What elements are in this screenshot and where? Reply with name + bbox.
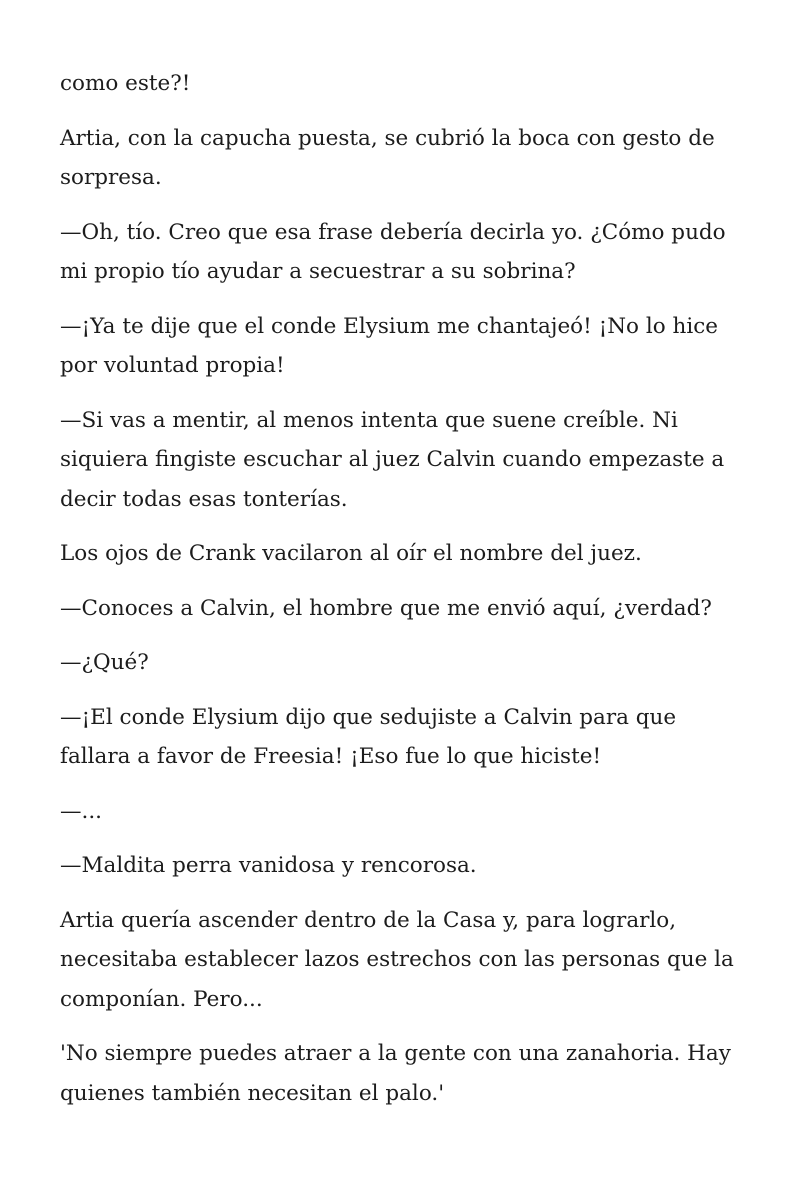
- paragraph-4: —¡Ya te dije que el conde Elysium me chantajeó! ¡No lo hice por voluntad propia!: [60, 313, 718, 378]
- paragraph-2: Artia, con la capucha puesta, se cubrió la boca con gesto de sorpresa.: [60, 125, 715, 190]
- document-page: [60, 64, 750, 1128]
- paragraph-11: —Maldita perra vanidosa y rencorosa.: [60, 853, 477, 878]
- paragraph-12: Artia quería ascender dentro de la Casa y, para lograrlo, necesitaba establecer lazos estrechos con las personas que la componían. Pero...: [60, 907, 734, 1012]
- paragraph-5: —Si vas a mentir, al menos intenta que suene creíble. Ni siquiera fingiste escuchar al juez Calvin cuando empezaste a decir todas esas tonterías.: [60, 407, 725, 512]
- paragraph-10: —...: [60, 798, 103, 824]
- paragraph-9: —¡El conde Elysium dijo que sedujiste a Calvin para que fallara a favor de Freesia! ¡Eso fue lo que hiciste!: [60, 704, 677, 769]
- paragraph-7: —Conoces a Calvin, el hombre que me envió aquí, ¿verdad?: [60, 595, 712, 621]
- paragraph-8: —¿Qué?: [60, 650, 149, 675]
- paragraph-3: —Oh, tío. Creo que esa frase debería decirla yo. ¿Cómo pudo mi propio tío ayudar a secuestrar a su sobrina?: [60, 219, 726, 284]
- paragraph-1: como este?!: [60, 71, 191, 96]
- paragraph-13: 'No siempre puedes atraer a la gente con una zanahoria. Hay quienes también necesitan el palo.': [60, 1041, 731, 1106]
- paragraph-6: Los ojos de Crank vacilaron al oír el nombre del juez.: [60, 541, 642, 566]
